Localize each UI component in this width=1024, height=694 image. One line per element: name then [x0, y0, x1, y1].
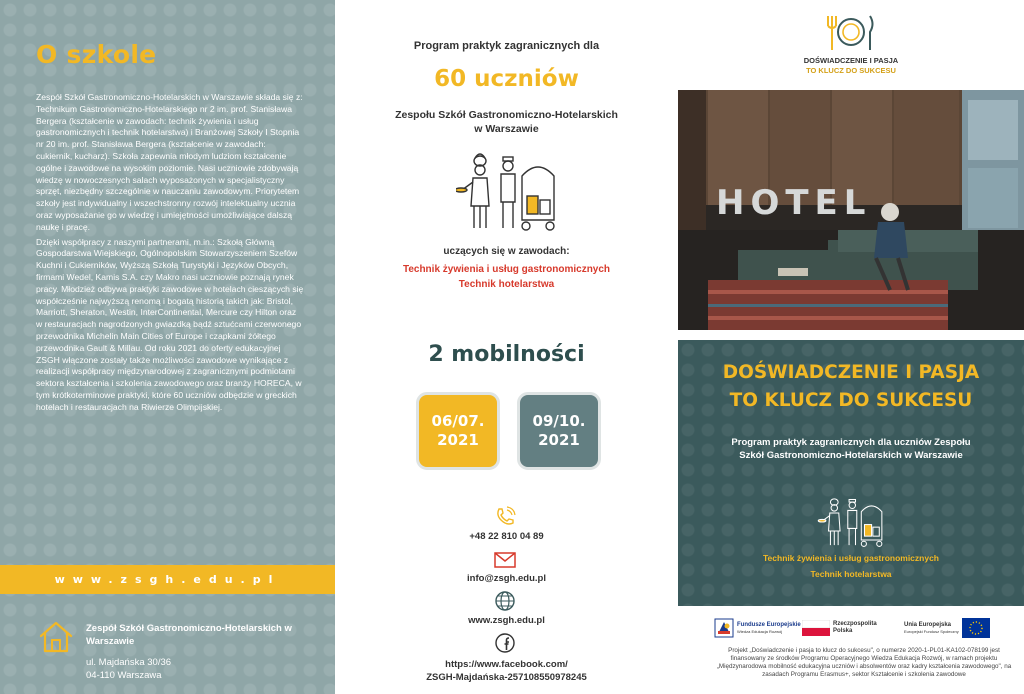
cover-profession-1: Technik żywienia i usług gastronomicznych [762, 553, 940, 563]
house-icon [38, 620, 74, 659]
facebook-icon [493, 632, 517, 659]
waiter-porter-illustration [456, 150, 556, 239]
date-2-year: 2021 [538, 431, 580, 449]
cover-title-block [678, 340, 1024, 606]
logo-line-2: TO KLUCZ DO SUKCESU [806, 66, 896, 75]
facebook-link-2[interactable]: ZSGH-Majdańska-257108550978245 [426, 672, 587, 683]
eu-flag-icon [962, 618, 990, 638]
date-1-range: 06/07. [431, 412, 485, 430]
date-2-range: 09/10. [532, 412, 586, 430]
waiter-porter-illustration-small [809, 495, 893, 554]
program-intro: Program praktyk zagranicznych dla [413, 40, 600, 52]
rp-label: Rzeczpospolita Polska [833, 621, 877, 634]
cover-title-line-1: DOŚWIADCZENIE I PASJA [722, 362, 980, 383]
funding-footer: Projekt „Doświadczenie i pasja to klucz do sukcesu", o numerze 2020-1-PL01-KA102-078199 jest finansowany ze środków Programu Operacyjnego Wiedza Edukacja Rozwój, w ramach projektu „Międzynarodowa mobilność edukacyjna uczniów i absolwentów oraz kadry kształcenia zawodowego", na zasadach Programu Erasmus+, sektor Kształcenie i szkolenia zawodowe [716, 647, 1012, 678]
logo-unia-europejska [904, 614, 990, 642]
ue-title: Unia Europejska [904, 622, 952, 628]
fe-subtitle: Wiedza Edukacja Rozwój [737, 629, 783, 634]
about-panel [0, 0, 335, 694]
program-school: Zespołu Szkół Gastronomiczno-Hotelarskich w Warszawie [395, 109, 618, 135]
project-logo-icon [816, 12, 886, 59]
fe-title: Fundusze Europejskie [737, 622, 801, 628]
address-street: ul. Majdańska 30/36 [86, 657, 172, 668]
student-count: 60 uczniów [434, 66, 579, 92]
envelope-icon [493, 548, 517, 575]
polish-flag-icon [802, 620, 830, 636]
cover-panel [678, 0, 1024, 694]
about-paragraph-2: Dzięki współpracy z naszymi partnerami, m.in.: Szkołą Główną Gospodarstwa Wiejskiego, Ogólnopolskim Stowarzyszeniem Szefów Kuchni i Cukierników, Wyższą Szkołą Turystyki i Języków Obcych, firmami Wedel, Kamis S.A. czy Makro nasi uczniowie poznają rynek pracy. Młodzież odbywa praktyki zawodowe w hotelach cieszących się współcześnie najwyższą renomą i bogatą historią takich jak: Bristol, Marriott, Sheraton, Westin, InterContinental, Mercure czy Hilton oraz w restauracjach nagrodzonych gwiazdką bądź sztućcami czerwonego przewodnika Michelin Main Cities of Europe i czapkami żółtego przewodnika Gault & Millau. Od roku 2021 do oferty edukacyjnej ZSGH włączone zostały także możliwości zawodowe wynikające z realizacji współpracy międzynarodowej z zagranicznymi podmiotami sektora kształcenia i szkolenia zawodowego oraz branży HORECA, w tym krótkoterminowe praktyki, które 60 uczniów odbędzie w greckich hotelach i restauracjach na Riwierze Olimpijskiej. [36, 236, 304, 412]
fe-star-icon [714, 618, 734, 638]
mobility-heading: 2 mobilności [428, 342, 585, 367]
logo-rzeczpospolita [802, 614, 879, 642]
phone-icon [493, 506, 517, 533]
website-link[interactable]: www.zsgh.edu.pl [468, 615, 545, 626]
hotel-sign: HOTEL [716, 183, 872, 223]
address-city: 04-110 Warszawa [86, 670, 162, 681]
globe-icon [493, 590, 517, 617]
school-name: Zespół Szkół Gastronomiczno-Hotelarskich w Warszawie [86, 623, 292, 647]
about-paragraph-1: Zespół Szkół Gastronomiczno-Hotelarskich w Warszawie składa się z: Technikum Gastronomiczno-Hotelarskiego nr 2 im. prof. Stanisława Bergera (kształcenie w zawodach: technik żywienia i usług gastronomicznych i technik hotelarstwa) i Branżowej Szkoły I Stopnia nr 20 im. prof. Stanisława Bergera (kształcenie w zawodach: cukiernik, kucharz). Szkoła zapewnia młodym ludziom kształcenie ogólne i zawodowe na wysokim poziomie. Nasi uczniowie zdobywają wiedzę w nowoczesnych salach wyposażonych w specjalistyczny sprzęt, niezbędny szczególnie w nauczaniu zawodowym. Priorytetem szkoły jest indywidualny i wszechstronny rozwój intelektualny ucznia oraz wyposażanie go w wiedzę i umiejętności umożliwiające dalszą naukę i pracę. [36, 92, 303, 232]
date-1-year: 2021 [437, 431, 479, 449]
school-address [86, 656, 316, 682]
about-heading: O szkole [36, 40, 157, 69]
cover-subtitle: Program praktyk zagranicznych dla uczniów Zespołu Szkół Gastronomiczno-Hotelarskich w Warszawie [731, 437, 971, 461]
logo-fundusze-europejskie [714, 614, 801, 642]
hotel-lobby-photo [678, 90, 1024, 330]
date-box-1 [416, 392, 500, 470]
website-bar[interactable]: www.zsgh.edu.pl [0, 565, 335, 594]
learning-label: uczących się w zawodach: [443, 246, 570, 257]
profession-1: Technik żywienia i usług gastronomicznych [402, 264, 611, 275]
ue-subtitle: Europejski Fundusz Społeczny [904, 629, 959, 634]
funding-logos [714, 614, 1014, 642]
cover-title-line-2: TO KLUCZ DO SUKCESU [729, 390, 973, 411]
profession-2: Technik hotelarstwa [458, 279, 555, 290]
logo-line-1: DOŚWIADCZENIE I PASJA [803, 56, 899, 65]
phone-number[interactable]: +48 22 810 04 89 [469, 531, 544, 542]
date-box-2 [517, 392, 601, 470]
about-text [36, 92, 304, 414]
facebook-link-1[interactable]: https://www.facebook.com/ [445, 659, 568, 670]
cover-profession-2: Technik hotelarstwa [810, 569, 892, 579]
program-panel [335, 0, 678, 694]
email-link[interactable]: info@zsgh.edu.pl [467, 573, 546, 584]
